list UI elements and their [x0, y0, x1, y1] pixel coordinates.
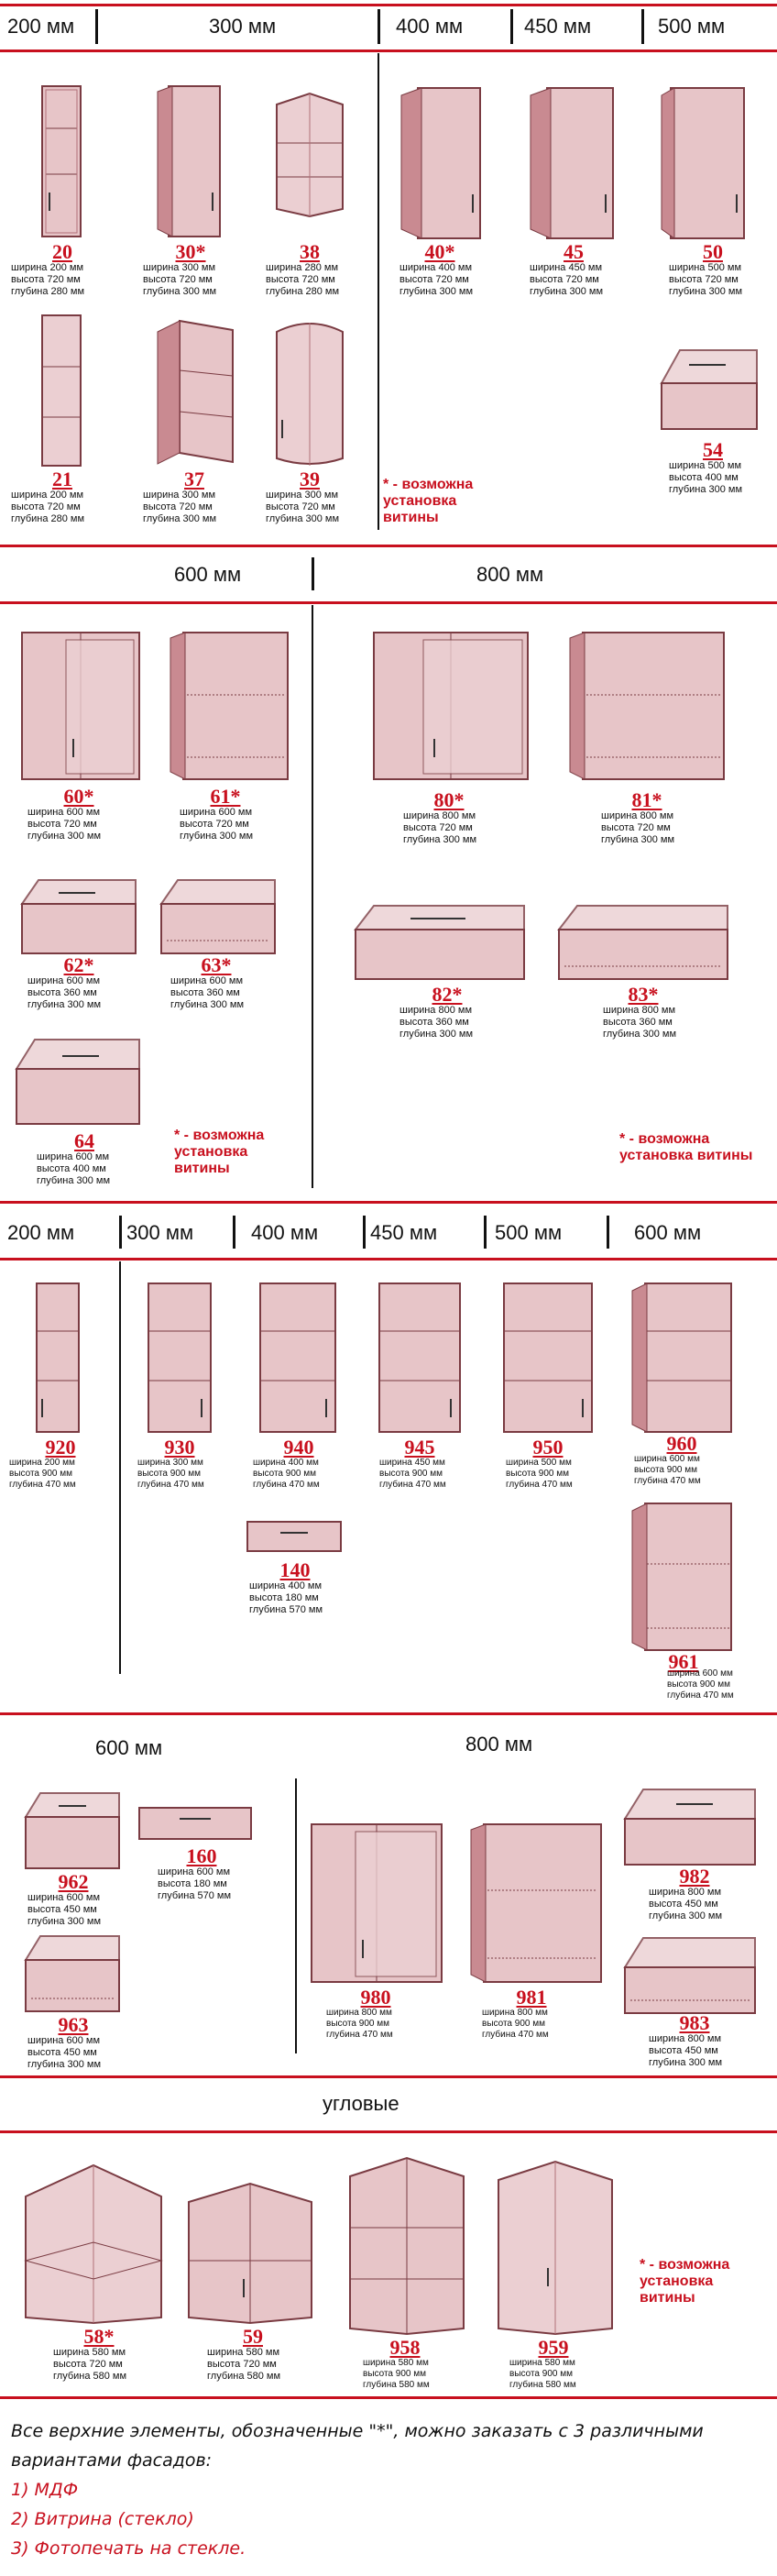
- spec-depth: глубина 300 мм: [399, 286, 474, 297]
- cabinet-50-image: [658, 84, 750, 242]
- size-label-300: 300 мм: [126, 1221, 194, 1244]
- item-number: 930: [164, 1436, 195, 1459]
- spec-height: высота 900 мм: [9, 1469, 72, 1479]
- item-specs: [403, 810, 476, 846]
- spec-width: ширина 500 мм: [669, 460, 742, 471]
- spec-height: высота 450 мм: [27, 2047, 97, 2058]
- spec-depth: глубина 580 мм: [207, 2371, 281, 2382]
- size-label-400: 400 мм: [396, 15, 464, 38]
- spec-width: ширина 600 мм: [27, 975, 101, 986]
- spec-height: высота 450 мм: [649, 2045, 718, 2056]
- header-divider: [363, 1216, 366, 1249]
- item-number: 960: [666, 1432, 697, 1455]
- cabinet-30-image: [154, 83, 227, 240]
- item-number: 83*: [628, 983, 659, 1006]
- item-specs: [379, 1458, 446, 1491]
- spec-height: высота 400 мм: [669, 472, 739, 483]
- spec-depth: глубина 300 мм: [143, 286, 217, 297]
- spec-height: высота 720 мм: [11, 274, 81, 285]
- size-label-400: 400 мм: [251, 1221, 319, 1244]
- facade-option: 2) Витрина (стекло): [11, 2509, 194, 2529]
- item-specs: [530, 262, 603, 298]
- spec-height: высота 900 мм: [509, 2369, 573, 2379]
- spec-width: ширина 400 мм: [249, 1580, 323, 1591]
- section2-bottom-rule: [0, 1201, 777, 1204]
- spec-height: высота 720 мм: [669, 274, 739, 285]
- spec-depth: глубина 470 мм: [137, 1480, 204, 1490]
- cabinet-62-image: [13, 876, 141, 959]
- facade-options-text: [11, 2416, 766, 2563]
- spec-width: ширина 600 мм: [180, 807, 253, 818]
- spec-width: ширина 600 мм: [27, 2035, 101, 2046]
- spec-height: высота 720 мм: [266, 274, 335, 285]
- showcase-note: * - возможна установка витины: [619, 1131, 753, 1163]
- showcase-note: * - возможна установка витины: [174, 1128, 265, 1176]
- item-number: 920: [45, 1436, 76, 1459]
- spec-height: высота 720 мм: [53, 2359, 123, 2370]
- spec-height: высота 720 мм: [143, 501, 213, 512]
- item-specs: [11, 262, 84, 298]
- item-specs: [506, 1458, 573, 1491]
- item-specs: [207, 2347, 280, 2383]
- facade-option: 3) Фотопечать на стекле.: [11, 2538, 246, 2559]
- cabinet-40-image: [398, 84, 486, 242]
- spec-width: ширина 600 мм: [37, 1151, 110, 1162]
- spec-depth: глубина 470 мм: [634, 1476, 701, 1486]
- size-label-500: 500 мм: [495, 1221, 563, 1244]
- spec-depth: глубина 300 мм: [27, 2059, 102, 2070]
- item-specs: [27, 975, 101, 1011]
- section4-bottom-rule: [0, 2075, 777, 2078]
- item-number: 20: [52, 240, 72, 263]
- item-number: 160: [186, 1844, 217, 1867]
- item-number: 54: [703, 438, 723, 461]
- item-specs: [137, 1458, 204, 1491]
- spec-depth: глубина 300 мм: [180, 831, 254, 842]
- item-number: 958: [389, 2336, 421, 2359]
- size-label-300: 300 мм: [209, 15, 277, 38]
- item-number: 81*: [631, 788, 662, 811]
- section2-header-rule: [0, 601, 777, 604]
- cabinet-38-image: [268, 90, 350, 218]
- spec-depth: глубина 300 мм: [399, 1029, 474, 1040]
- spec-height: высота 900 мм: [506, 1469, 569, 1479]
- showcase-note: * - возможна установка витины: [640, 2257, 730, 2306]
- item-number: 63*: [201, 953, 232, 976]
- section5-bottom-rule: [0, 2396, 777, 2399]
- spec-height: высота 400 мм: [37, 1163, 106, 1174]
- column-divider: [295, 1778, 297, 2053]
- spec-height: высота 360 мм: [27, 987, 97, 998]
- spec-width: ширина 300 мм: [137, 1458, 203, 1468]
- spec-depth: глубина 300 мм: [649, 2057, 723, 2068]
- item-specs: [363, 2358, 430, 2391]
- spec-width: ширина 600 мм: [158, 1866, 231, 1877]
- spec-height: высота 720 мм: [530, 274, 599, 285]
- item-specs: [601, 810, 674, 846]
- item-number: 37: [184, 468, 204, 490]
- spec-height: высота 450 мм: [27, 1904, 97, 1915]
- spec-height: высота 180 мм: [249, 1592, 319, 1603]
- item-specs: [667, 1668, 734, 1701]
- cabinet-82-image: [346, 902, 530, 985]
- item-specs: [249, 1580, 323, 1616]
- cabinet-160-image: [136, 1800, 255, 1843]
- section1-header-rule: [0, 50, 777, 52]
- spec-depth: глубина 300 мм: [143, 513, 217, 524]
- cabinet-981-image: [465, 1821, 607, 1986]
- cabinet-45-image: [527, 84, 618, 242]
- spec-depth: глубина 300 мм: [27, 999, 102, 1010]
- spec-height: высота 900 мм: [482, 2019, 545, 2029]
- spec-height: высота 360 мм: [603, 1017, 673, 1028]
- item-number: 58*: [83, 2325, 115, 2348]
- item-specs: [603, 1005, 676, 1040]
- cabinet-961-image: [629, 1500, 735, 1654]
- spec-depth: глубина 300 мм: [170, 999, 245, 1010]
- spec-depth: глубина 470 мм: [379, 1480, 446, 1490]
- cabinet-983-image: [612, 1934, 759, 2017]
- cabinet-64-image: [7, 1036, 145, 1128]
- spec-depth: глубина 580 мм: [509, 2380, 576, 2390]
- item-specs: [253, 1458, 320, 1491]
- item-specs: [266, 262, 339, 298]
- spec-width: ширина 450 мм: [530, 262, 603, 273]
- item-specs: [649, 2033, 722, 2069]
- spec-depth: глубина 470 мм: [9, 1480, 76, 1490]
- header-divider: [607, 1216, 609, 1249]
- spec-height: высота 360 мм: [399, 1017, 469, 1028]
- cabinet-140-image: [244, 1514, 345, 1555]
- spec-depth: глубина 300 мм: [669, 484, 743, 495]
- spec-depth: глубина 300 мм: [669, 286, 743, 297]
- spec-width: ширина 580 мм: [207, 2347, 280, 2358]
- cabinet-61-image: [165, 629, 293, 783]
- spec-depth: глубина 470 мм: [253, 1480, 320, 1490]
- item-specs: [27, 807, 101, 842]
- item-number: 983: [679, 2011, 710, 2034]
- spec-width: ширина 200 мм: [9, 1458, 75, 1468]
- header-divider: [378, 9, 380, 44]
- cabinet-920-image: [33, 1280, 82, 1436]
- size-label-600: 600 мм: [174, 563, 242, 586]
- item-specs: [27, 1892, 101, 1928]
- section3-bottom-rule: [0, 1712, 777, 1715]
- spec-width: ширина 400 мм: [253, 1458, 319, 1468]
- spec-height: высота 720 мм: [403, 822, 473, 833]
- spec-width: ширина 800 мм: [482, 2008, 548, 2018]
- spec-width: ширина 200 мм: [11, 262, 84, 273]
- spec-depth: глубина 280 мм: [11, 513, 85, 524]
- cabinet-54-image: [652, 347, 762, 438]
- spec-depth: глубина 570 мм: [249, 1604, 323, 1615]
- spec-height: высота 900 мм: [363, 2369, 426, 2379]
- item-number: 959: [538, 2336, 569, 2359]
- size-label-800: 800 мм: [476, 563, 544, 586]
- spec-width: ширина 600 мм: [27, 807, 101, 818]
- item-number: 61*: [210, 785, 241, 808]
- spec-height: высота 720 мм: [11, 501, 81, 512]
- item-number: 39: [300, 468, 320, 490]
- size-label-200: 200 мм: [7, 15, 75, 38]
- spec-width: ширина 580 мм: [509, 2358, 575, 2368]
- spec-height: высота 720 мм: [601, 822, 671, 833]
- cabinet-83-image: [550, 902, 733, 985]
- cabinet-60-image: [16, 629, 145, 783]
- spec-depth: глубина 300 мм: [601, 834, 675, 845]
- spec-height: высота 900 мм: [253, 1469, 316, 1479]
- spec-width: ширина 800 мм: [326, 2008, 392, 2018]
- spec-height: высота 900 мм: [137, 1469, 201, 1479]
- cabinet-37-image: [152, 315, 240, 469]
- item-specs: [669, 262, 742, 298]
- item-specs: [634, 1454, 701, 1487]
- spec-depth: глубина 280 мм: [11, 286, 85, 297]
- item-specs: [27, 2035, 101, 2071]
- spec-depth: глубина 580 мм: [53, 2371, 127, 2382]
- spec-width: ширина 300 мм: [143, 262, 216, 273]
- cabinet-962-image: [13, 1789, 123, 1872]
- item-specs: [482, 2008, 549, 2041]
- item-number: 64: [74, 1129, 94, 1152]
- spec-height: высота 720 мм: [143, 274, 213, 285]
- spec-width: ширина 500 мм: [506, 1458, 572, 1468]
- cabinet-21-image: [38, 312, 84, 469]
- spec-height: высота 360 мм: [170, 987, 240, 998]
- spec-height: высота 180 мм: [158, 1878, 227, 1889]
- cabinet-20-image: [38, 83, 84, 240]
- spec-width: ширина 600 мм: [27, 1892, 101, 1903]
- spec-width: ширина 580 мм: [53, 2347, 126, 2358]
- header-divider: [312, 557, 314, 590]
- cabinet-58-image: [18, 2160, 169, 2325]
- item-specs: [399, 262, 473, 298]
- spec-height: высота 720 мм: [27, 819, 97, 830]
- item-number: 980: [360, 1986, 391, 2009]
- cabinet-960-image: [629, 1280, 735, 1436]
- item-specs: [9, 1458, 76, 1491]
- spec-width: ширина 200 мм: [11, 490, 84, 501]
- item-specs: [143, 490, 216, 525]
- spec-width: ширина 300 мм: [266, 490, 339, 501]
- spec-width: ширина 600 мм: [170, 975, 244, 986]
- spec-height: высота 720 мм: [399, 274, 469, 285]
- spec-width: ширина 280 мм: [266, 262, 339, 273]
- spec-depth: глубина 470 мм: [667, 1690, 734, 1701]
- spec-depth: глубина 300 мм: [266, 513, 340, 524]
- spec-height: высота 900 мм: [667, 1679, 730, 1690]
- item-number: 21: [52, 468, 72, 490]
- item-number: 62*: [63, 953, 94, 976]
- cabinet-59-image: [181, 2178, 319, 2327]
- item-number: 30*: [175, 240, 206, 263]
- item-specs: [158, 1866, 231, 1902]
- section3-header-rule: [0, 1258, 777, 1260]
- header-divider: [95, 9, 98, 44]
- spec-width: ширина 800 мм: [403, 810, 476, 821]
- item-number: 962: [58, 1870, 89, 1893]
- item-number: 60*: [63, 785, 94, 808]
- item-specs: [180, 807, 253, 842]
- cabinet-930-image: [143, 1280, 216, 1436]
- spec-width: ширина 500 мм: [669, 262, 742, 273]
- size-label-800: 800 мм: [465, 1733, 533, 1756]
- facade-option: 1) МДФ: [11, 2480, 79, 2500]
- showcase-note: * - возможна установка витины: [383, 477, 474, 525]
- spec-depth: глубина 300 мм: [403, 834, 477, 845]
- cabinet-959-image: [491, 2158, 619, 2338]
- spec-depth: глубина 470 мм: [506, 1480, 573, 1490]
- spec-depth: глубина 300 мм: [27, 831, 102, 842]
- item-number: 961: [668, 1650, 699, 1673]
- spec-depth: глубина 300 мм: [27, 1916, 102, 1927]
- spec-height: высота 720 мм: [266, 501, 335, 512]
- item-number: 963: [58, 2013, 89, 2036]
- item-number: 140: [279, 1558, 311, 1581]
- spec-height: высота 900 мм: [326, 2019, 389, 2029]
- item-number: 50: [703, 240, 723, 263]
- spec-depth: глубина 580 мм: [363, 2380, 430, 2390]
- cabinet-950-image: [500, 1280, 596, 1436]
- header-divider: [641, 9, 644, 44]
- spec-width: ширина 800 мм: [601, 810, 674, 821]
- top-rule: [0, 4, 777, 6]
- item-specs: [649, 1887, 722, 1922]
- spec-width: ширина 600 мм: [667, 1668, 733, 1679]
- spec-height: высота 900 мм: [379, 1469, 443, 1479]
- corner-section-title: угловые: [323, 2092, 399, 2115]
- item-number: 80*: [433, 788, 465, 811]
- item-specs: [509, 2358, 576, 2391]
- item-number: 38: [300, 240, 320, 263]
- spec-depth: глубина 470 мм: [482, 2030, 549, 2040]
- header-divider: [119, 1216, 122, 1249]
- size-label-500: 500 мм: [658, 15, 726, 38]
- cabinet-963-image: [13, 1932, 123, 2015]
- item-specs: [53, 2347, 126, 2383]
- item-specs: [170, 975, 244, 1011]
- item-specs: [11, 490, 84, 525]
- section5-header-rule: [0, 2130, 777, 2133]
- item-specs: [266, 490, 339, 525]
- cabinet-982-image: [612, 1786, 759, 1868]
- size-label-450: 450 мм: [370, 1221, 438, 1244]
- item-specs: [37, 1151, 110, 1187]
- column-divider: [312, 605, 313, 1188]
- spec-width: ширина 450 мм: [379, 1458, 445, 1468]
- spec-depth: глубина 280 мм: [266, 286, 340, 297]
- spec-depth: глубина 300 мм: [603, 1029, 677, 1040]
- spec-depth: глубина 300 мм: [649, 1910, 723, 1921]
- spec-height: высота 900 мм: [634, 1465, 697, 1475]
- size-label-450: 450 мм: [524, 15, 592, 38]
- spec-width: ширина 580 мм: [363, 2358, 429, 2368]
- spec-depth: глубина 300 мм: [37, 1175, 111, 1186]
- item-number: 82*: [432, 983, 463, 1006]
- item-number: 950: [532, 1436, 564, 1459]
- spec-width: ширина 400 мм: [399, 262, 473, 273]
- facade-intro: Все верхние элементы, обозначенные "*", можно заказать с 3 различными вариантами фасадов:: [11, 2421, 704, 2471]
- spec-width: ширина 800 мм: [399, 1005, 473, 1016]
- item-number: 940: [283, 1436, 314, 1459]
- item-number: 982: [679, 1865, 710, 1888]
- spec-width: ширина 300 мм: [143, 490, 216, 501]
- size-label-600: 600 мм: [95, 1736, 163, 1759]
- section1-bottom-rule: [0, 545, 777, 547]
- spec-width: ширина 600 мм: [634, 1454, 700, 1464]
- header-divider: [233, 1216, 235, 1249]
- item-number: 59: [243, 2325, 263, 2348]
- header-divider: [484, 1216, 487, 1249]
- cabinet-80-image: [368, 629, 533, 783]
- spec-height: высота 720 мм: [180, 819, 249, 830]
- cabinet-980-image: [306, 1821, 447, 1986]
- cabinet-39-image: [268, 319, 350, 469]
- item-number: 945: [404, 1436, 435, 1459]
- spec-width: ширина 800 мм: [603, 1005, 676, 1016]
- cabinet-945-image: [376, 1280, 464, 1436]
- cabinet-81-image: [564, 629, 729, 783]
- spec-width: ширина 800 мм: [649, 2033, 722, 2044]
- item-number: 40*: [424, 240, 455, 263]
- item-number: 981: [516, 1986, 547, 2009]
- size-label-200: 200 мм: [7, 1221, 75, 1244]
- cabinet-63-image: [152, 876, 280, 959]
- item-number: 45: [564, 240, 584, 263]
- item-specs: [143, 262, 216, 298]
- item-specs: [399, 1005, 473, 1040]
- spec-depth: глубина 300 мм: [530, 286, 604, 297]
- item-specs: [326, 2008, 393, 2041]
- spec-depth: глубина 470 мм: [326, 2030, 393, 2040]
- spec-depth: глубина 570 мм: [158, 1890, 232, 1901]
- cabinet-958-image: [343, 2154, 471, 2338]
- column-divider: [378, 53, 379, 530]
- spec-width: ширина 800 мм: [649, 1887, 722, 1898]
- cabinet-940-image: [257, 1280, 339, 1436]
- spec-height: высота 720 мм: [207, 2359, 277, 2370]
- spec-height: высота 450 мм: [649, 1899, 718, 1910]
- header-divider: [510, 9, 513, 44]
- size-label-600: 600 мм: [634, 1221, 702, 1244]
- column-divider: [119, 1261, 121, 1674]
- item-specs: [669, 460, 742, 496]
